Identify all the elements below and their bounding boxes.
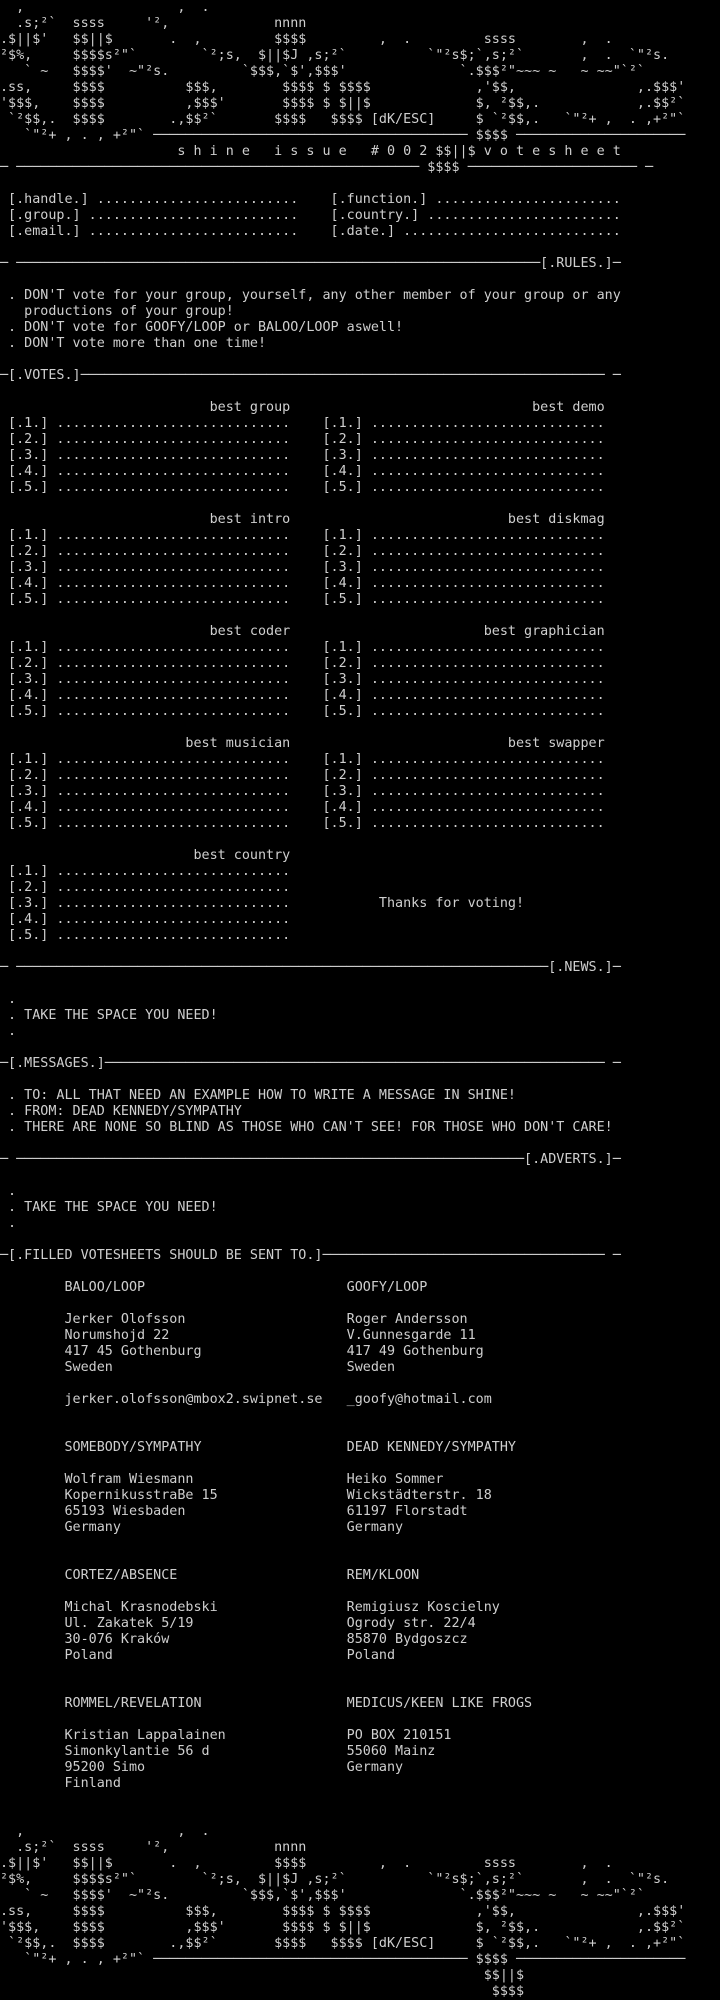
- votesheet-text: , , . .s;²` ssss '², nnnn .$||$' $$||$ . , $$$$ , . ssss , . ²$%, $$$$s²"` `²;s, $||$J ,s;²` `"²s$;`,s;²` , . `"²s. ` ~ $$$$' ~"²s. `$$$,`$',$$$' `.$$$²"~~~ ~ ~ ~~"`²` .ss, $$$$ $$$, $$$$ $ $$$$ ,'$$, ,.$$$' '$$$, $$$$ ,$$$' $$$$ $ $||$ $, ²$$,. ,.$$²` `²$$,. $$$$ .,$$²` $$$$ $$$$ [dK/ESC] $ `²$$,. `"²+ , . ,+²"` `"²+ , . , +²"` ─────────────────────────────────────── $$$$ ───────────────────── s h i n e i s s u e # 0 0 2 $$||$ v o t e s h e e t ─ ────────────────────────────────────────────────── $$$$ ───────────────────── ─ [.handle.] ......................... [.function.] ....................... [.group.] .......................... [.country.] ........................ [.email.] .......................... [.date.] ........................... ─ ─────────────────────────────────────────────────────────────────[.RULES.]─ . DON'T vote for your group, yourself, any other member of your group or any productions of your group! . DON'T vote for GOOFY/LOOP or BALOO/LOOP aswell! . DON'T vote more than one time! ─[.VOTES.]───────────────────────────────────────────────────────────────── ─ best group best demo [.1.] ............................. [.1.] ............................. [.2.] ............................. [.2.] ............................. [.3.] ............................. [.3.] ............................. [.4.] ............................. [.4.] ............................. [.5.] ............................. [.5.] ............................. best intro best diskmag [.1.] ............................. [.1.] ............................. [.2.] ............................. [.2.] ............................. [.3.] ............................. [.3.] ............................. [.4.] ............................. [.4.] ............................. [.5.] ............................. [.5.] ............................. best coder best graphician [.1.] ............................. [.1.] ............................. [.2.] ............................. [.2.] ............................. [.3.] ............................. [.3.] ............................. [.4.] ............................. [.4.] ............................. [.5.] ............................. [.5.] ............................. best musician best swapper [.1.] ............................. [.1.] ............................. [.2.] ............................. [.2.] ............................. [.3.] ............................. [.3.] ............................. [.4.] ............................. [.4.] ............................. [.5.] ............................. [.5.] ............................. best country [.1.] ............................. [.2.] ............................. [.3.] ............................. Thanks for voting! [.4.] ............................. [.5.] ............................. ─ ──────────────────────────────────────────────────────────────────[.NEWS.]─ . . TAKE THE SPACE YOU NEED! . ─[.MESSAGES.]────────────────────────────────────────────────────────────── ─ . TO: ALL THAT NEED AN EXAMPLE HOW TO WRITE A MESSAGE IN SHINE! . FROM: DEAD KENNEDY/SYMPATHY . THERE ARE NONE SO BLIND AS THOSE WHO CAN'T SEE! FOR THOSE WHO DON'T CARE! ─ ───────────────────────────────────────────────────────────────[.ADVERTS.]─ . . TAKE THE SPACE YOU NEED! . ─[.FILLED VOTESHEETS SHOULD BE SENT TO.]─────────────────────────────────── ─ BALOO/LOOP GOOFY/LOOP Jerker Olofsson Roger Andersson Norumshojd 22 V.Gunnesgarde 11 417 45 Gothenburg 417 49 Gothenburg Sweden Sweden jerker.olofsson@mbox2.swipnet.se _goofy@hotmail.com SOMEBODY/SYMPATHY DEAD KENNEDY/SYMPATHY Wolfram Wiesmann Heiko Sommer KopernikusstraBe 15 Wickstädterstr. 18 65193 Wiesbaden 61197 Florstadt Germany Germany CORTEZ/ABSENCE REM/KLOON Michal Krasnodebski Remigiusz Koscielny Ul. Zakatek 5/19 Ogrody str. 22/4 30-076 Kraków 85870 Bydgoszcz Poland Poland ROMMEL/REVELATION MEDICUS/KEEN LIKE FROGS Kristian Lappalainen PO BOX 210151 Simonkylantie 56 d 55060 Mainz 95200 Simo Germany Finland , , . .s;²` ssss '², nnnn .$||$' $$||$ . , $$$$ , . ssss , . ²$%, $$$$s²"` `²;s, $||$J ,s;²` `"²s$;`,s;²` , . `"²s. ` ~ $$$$' ~"²s. `$$$,`$',$$$' `.$$$²"~~~ ~ ~ ~~"`²` .ss, $$$$ $$$, $$$$ $ $$$$ ,'$$, ,.$$$' '$$$, $$$$ ,$$$' $$$$ $ $||$ $, ²$$,. ,.$$²` `²$$,. $$$$ .,$$²` $$$$ $$$$ [dK/ESC] $ `²$$,. `"²+ , . ,+²"` `"²+ , . , +²"` ─────────────────────────────────────── $$$$ ───────────────────── $$||$ $$$$: [0, 0, 686, 1999]
